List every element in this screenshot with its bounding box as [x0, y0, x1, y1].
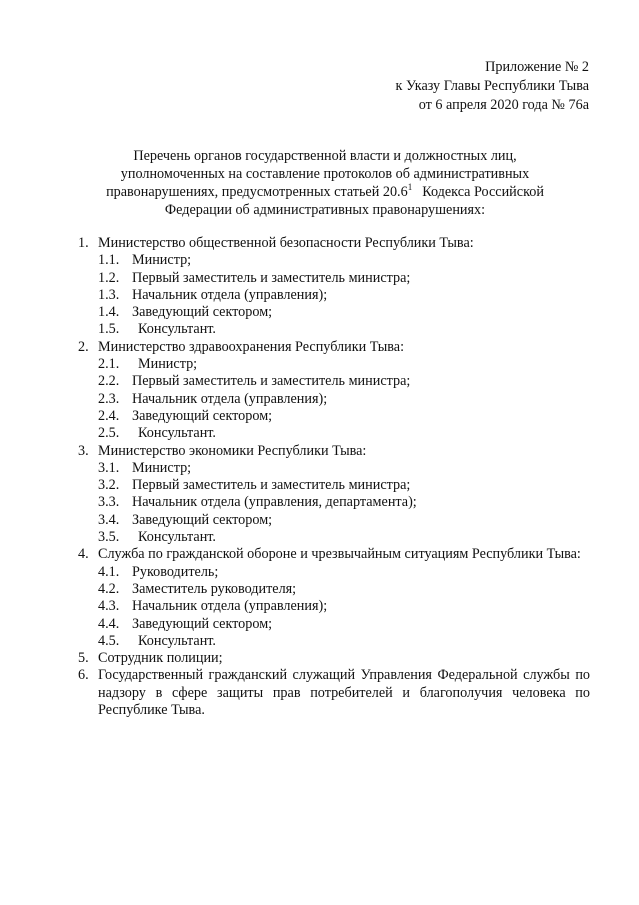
sub-item-text: Заведующий сектором; [132, 615, 273, 632]
appendix-reference [396, 58, 589, 115]
sub-item-text: Министр; [132, 252, 192, 269]
item-number: 3. [78, 442, 89, 459]
item-number: 6. [78, 667, 89, 684]
sub-item-text: Первый заместитель и заместитель министра; [132, 477, 411, 494]
item-text: Служба по гражданской обороне и чрезвычайным ситуациям Республики Тыва: [98, 546, 581, 563]
title-line-3-code: Кодекса Российской [422, 184, 544, 200]
sub-item-number: 1.1. [98, 252, 120, 269]
item-text: Министерство здравоохранения Республики Тыва: [98, 338, 405, 355]
sub-item [70, 304, 590, 321]
sub-item-number: 3.4. [98, 511, 120, 528]
sub-item [70, 321, 590, 338]
sub-item-number: 4.1. [98, 563, 120, 580]
sub-item-number: 2.5. [98, 425, 120, 442]
sub-item-text: Руководитель; [132, 563, 219, 580]
sub-item-number: 2.2. [98, 373, 120, 390]
item-number: 5. [78, 650, 89, 667]
sub-item [70, 512, 590, 529]
sub-item-text: Начальник отдела (управления); [132, 286, 328, 303]
sub-item [70, 252, 590, 269]
sub-item [70, 270, 590, 287]
item-number: 4. [78, 546, 89, 563]
item-text: Министерство экономики Республики Тыва: [98, 442, 367, 459]
list-item [70, 235, 590, 252]
sub-item [70, 581, 590, 598]
sub-item-text: Заместитель руководителя; [132, 580, 297, 597]
sub-item-text: Начальник отдела (управления); [132, 598, 328, 615]
sub-item [70, 598, 590, 615]
sub-item-number: 3.3. [98, 494, 120, 511]
sub-item-number: 4.4. [98, 615, 120, 632]
sub-item [70, 494, 590, 511]
authority-list [70, 235, 590, 719]
sub-item-number: 1.3. [98, 286, 120, 303]
sub-item-text: Заведующий сектором; [132, 511, 273, 528]
list-item [70, 650, 590, 667]
appendix-date: от 6 апреля 2020 года № 76а [418, 97, 589, 113]
document-title [60, 147, 590, 219]
sub-item-number: 2.1. [98, 356, 120, 373]
sub-item-number: 4.3. [98, 598, 120, 615]
sub-item [70, 425, 590, 442]
sub-item [70, 529, 590, 546]
sub-item-text: Консультант. [138, 425, 216, 442]
sub-item [70, 633, 590, 650]
sub-item-text: Начальник отдела (управления, департамента); [132, 494, 417, 511]
sub-item-text: Заведующий сектором; [132, 407, 273, 424]
sub-item-text: Первый заместитель и заместитель министра; [132, 373, 411, 390]
item-text: Государственный гражданский служащий Управления Федеральной службы по надзору в сфере защиты прав потребителей и благополучия человека по Республике Тыва. [98, 667, 590, 719]
list-item [70, 546, 590, 563]
sub-item [70, 564, 590, 581]
appendix-decree: к Указу Главы Республики Тыва [395, 78, 589, 94]
sub-item-number: 1.4. [98, 304, 120, 321]
title-line-2: уполномоченных на составление протоколов об административных [120, 166, 530, 182]
sub-item-number: 4.5. [98, 632, 120, 649]
title-line-3 [60, 183, 590, 201]
sub-item-number: 4.2. [98, 580, 120, 597]
sub-item-text: Первый заместитель и заместитель министра; [132, 269, 411, 286]
item-number: 1. [78, 235, 89, 251]
list-item [70, 339, 590, 356]
title-line-3-text: правонарушениях, предусмотренных статьей 20.6 [106, 184, 408, 200]
sub-item-text: Консультант. [138, 529, 216, 546]
sub-item [70, 477, 590, 494]
sub-item [70, 460, 590, 477]
sub-item-text: Министр; [132, 459, 192, 476]
list-item [70, 667, 590, 719]
item-number: 2. [78, 338, 89, 355]
sub-item [70, 616, 590, 633]
sub-item-number: 3.2. [98, 477, 120, 494]
sub-item-number: 1.5. [98, 321, 120, 338]
sub-item-number: 1.2. [98, 269, 120, 286]
sub-item-number: 3.5. [98, 529, 120, 546]
sub-item-text: Консультант. [138, 321, 216, 338]
item-text: Министерство общественной безопасности Республики Тыва: [98, 235, 474, 251]
sub-item [70, 408, 590, 425]
title-line-4: Федерации об административных правонарушениях: [164, 202, 486, 218]
sub-item-number: 2.4. [98, 407, 120, 424]
sub-item-text: Заведующий сектором; [132, 304, 273, 321]
sub-item-text: Консультант. [138, 632, 216, 649]
title-line-1: Перечень органов государственной власти и должностных лиц, [133, 148, 517, 164]
item-text: Сотрудник полиции; [98, 650, 223, 667]
sub-item-number: 3.1. [98, 459, 120, 476]
appendix-number: Приложение № 2 [485, 59, 589, 75]
list-item [70, 443, 590, 460]
sub-item-text: Министр; [138, 356, 198, 373]
sub-item [70, 391, 590, 408]
sub-item-number: 2.3. [98, 390, 120, 407]
sub-item-text: Начальник отдела (управления); [132, 390, 328, 407]
sub-item [70, 287, 590, 304]
article-superscript: 1 [407, 182, 413, 192]
sub-item [70, 373, 590, 390]
sub-item [70, 356, 590, 373]
